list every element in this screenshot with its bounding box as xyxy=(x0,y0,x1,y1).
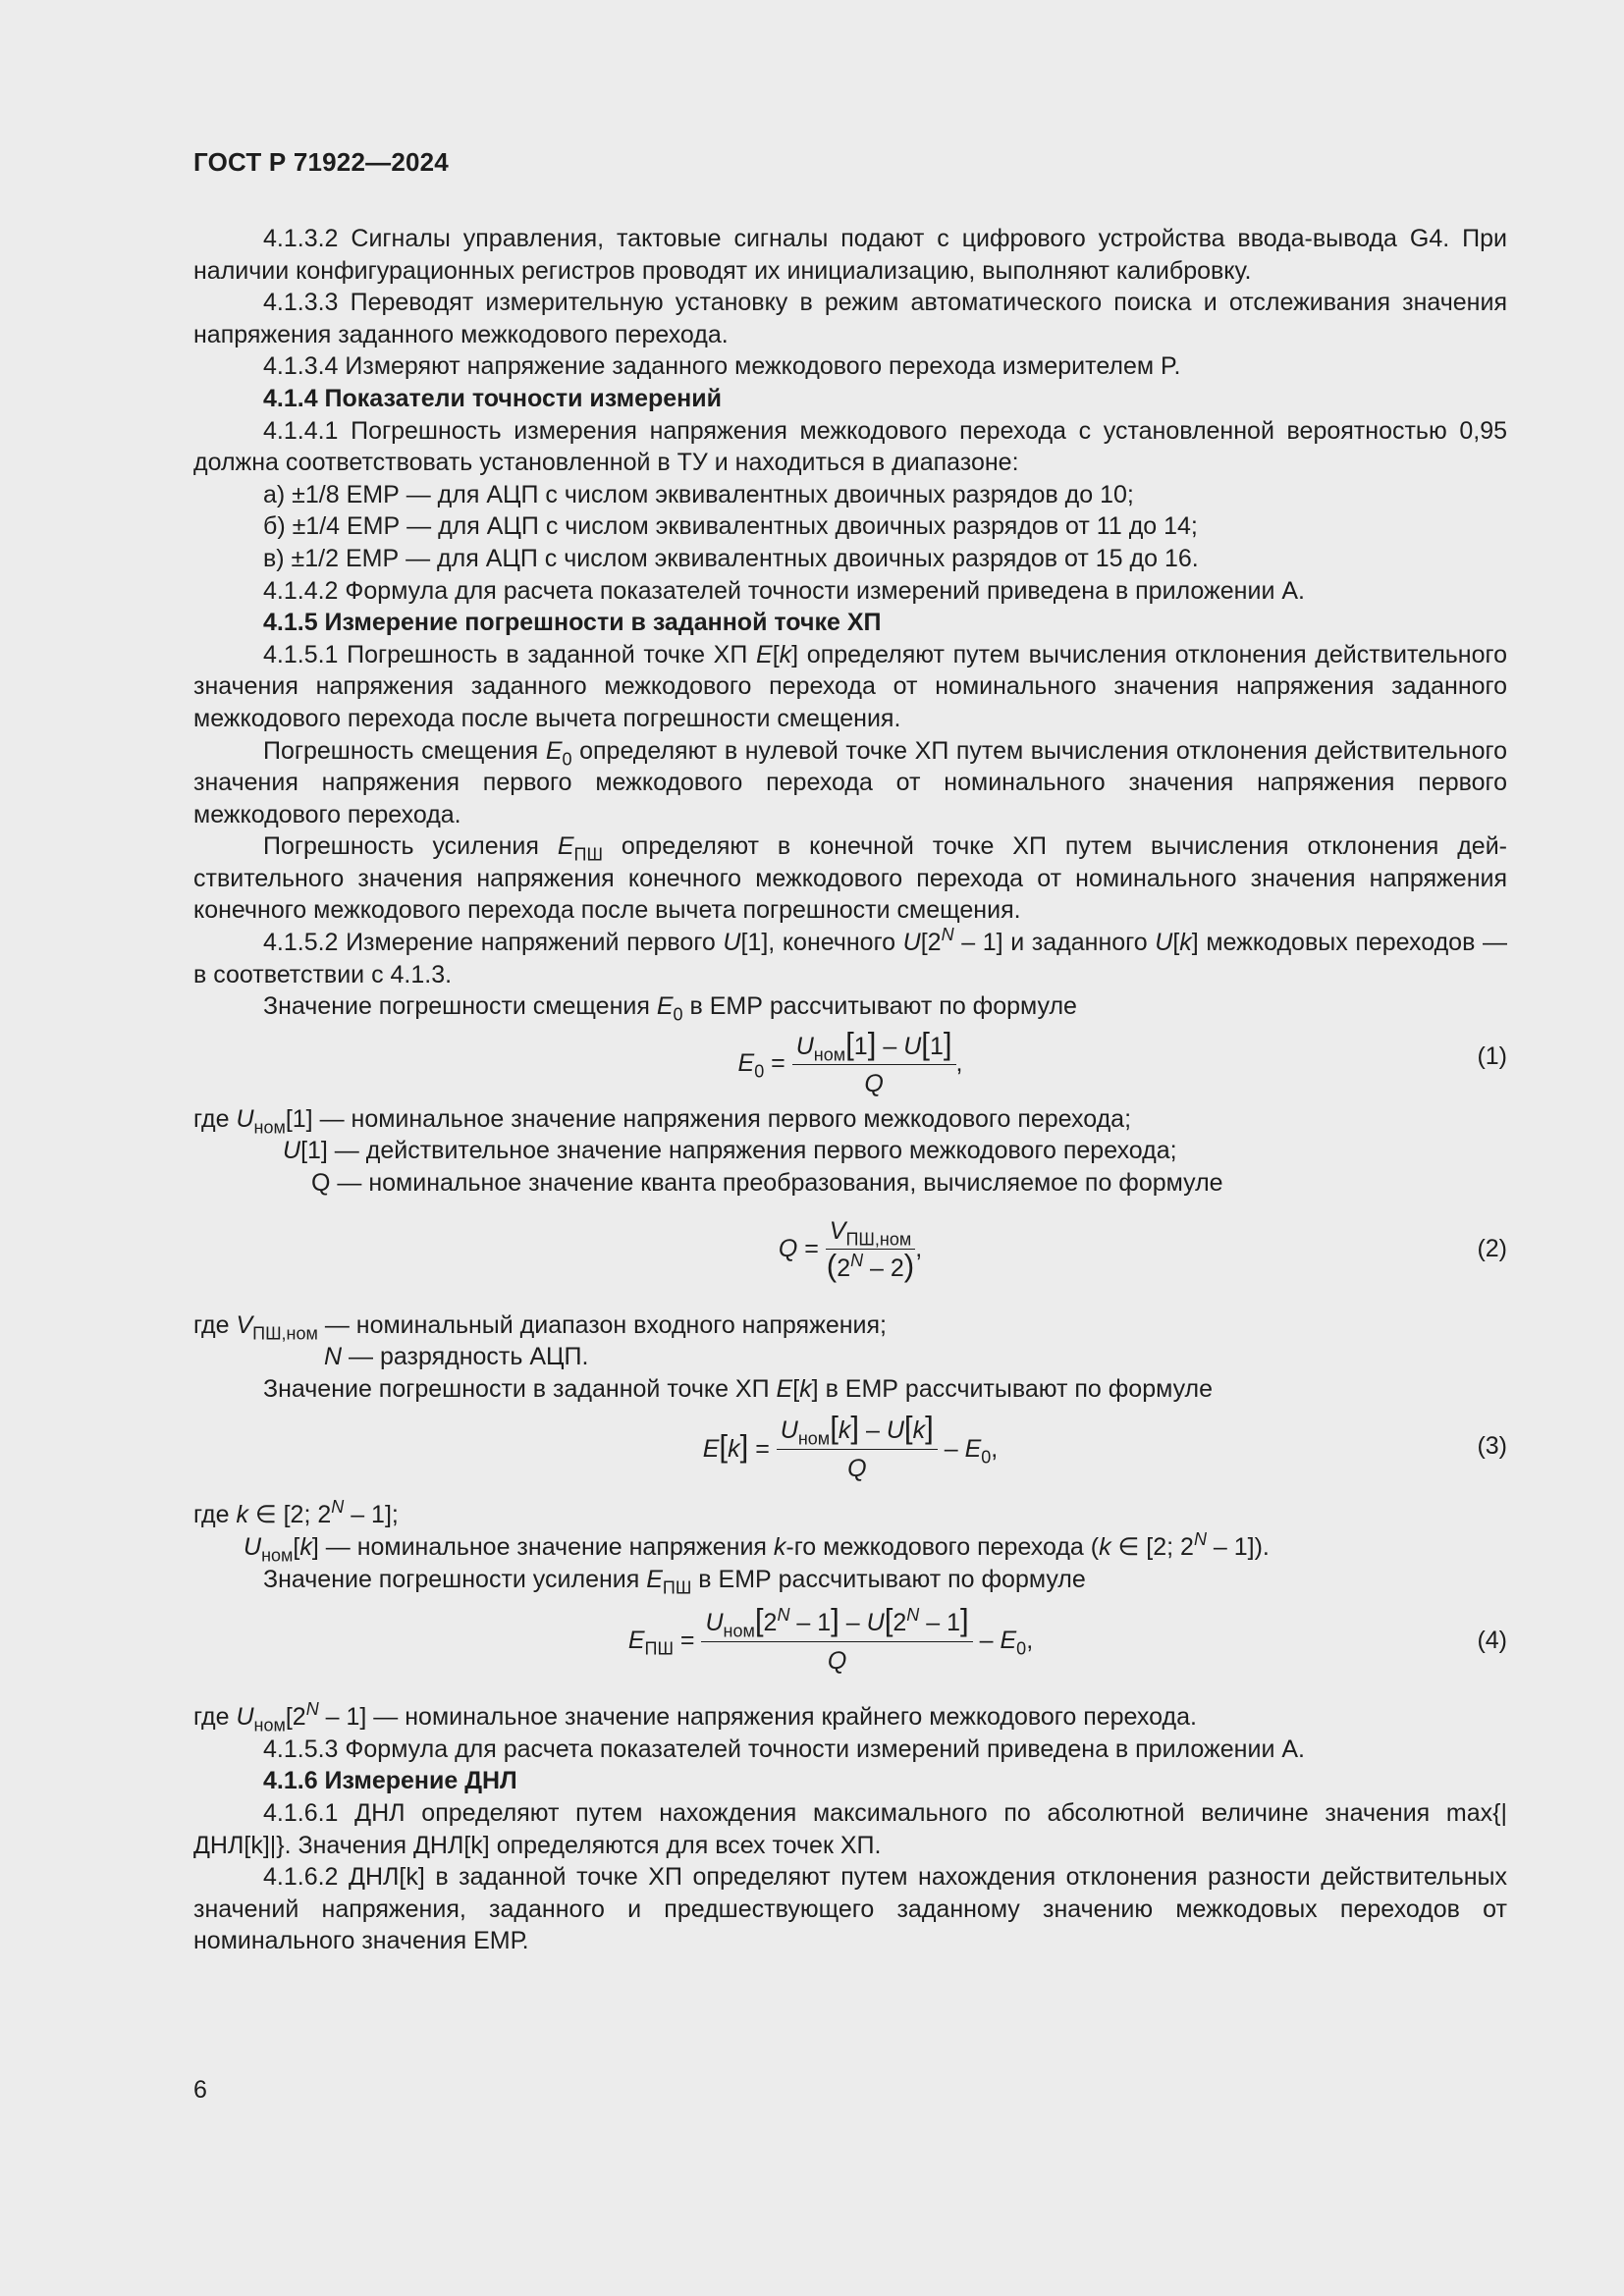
paragraph-formula-4-intro: Значение погрешности усиления $E_{ПШ}$ в ЕМР рассчитывают по формуле xyxy=(263,1565,1086,1597)
paragraph-formula-3-intro: Значение погрешности в заданной точке ХП E[k] в ЕМР рассчитывают по формуле xyxy=(263,1374,1214,1403)
list-item-b: б) ±1/4 ЕМР — для АЦП с числом эквивалентных двоичных разрядов от 11 до 14; xyxy=(263,512,1198,541)
paragraph-formula-1-intro: Значение погрешности смещения $E_0$ в ЕМР рассчитывают по формуле xyxy=(263,992,1077,1025)
equation-1: $E_0$ = $\frac{U_{ном}[1] - U[1]}{Q}$ , (1) xyxy=(737,1026,1507,1097)
equation-number-2: (2) xyxy=(1477,1234,1507,1262)
section-heading-4-1-4: 4.1.4 Показатели точности измерений xyxy=(263,384,723,412)
where-u-nom-k: $U_{ном}[k]$ — номинальное значение напряжения k-го межкодового перехода (k ∈ [2; $2^N - 1$]). xyxy=(244,1529,1270,1566)
paragraph-4-1-3-2: 4.1.3.2 Сигналы управления, тактовые сигналы подают с цифрового устройства ввода-вывода G4. При наличии конфигурационных регистров проводят их инициализацию, выполняют калибровку. xyxy=(193,225,1507,285)
paragraph-4-1-3-3: 4.1.3.3 Переводят измерительную установку в режим автоматического поиска и отслеживания значения напряжения заданного межкодового перехода. xyxy=(193,289,1507,348)
paragraph-4-1-4-2: 4.1.4.2 Формула для расчета показателей точности измерений приведена в приложении А. xyxy=(263,576,1305,605)
paragraph-offset-error: Погрешность смещения $E_0$ определяют в нулевой точке ХП путем вычисления отклонения действительного значения напряжения первого межкодового перехода от номинального значения напряжения первого межкодового перехода. xyxy=(193,736,1507,828)
equation-4: $E_{ПШ}$ = $\frac{U_{ном}[2^N - 1] - U[2^N - 1]}{Q}$ – $E_0$, (4) xyxy=(627,1603,1507,1675)
paragraph-4-1-4-1: 4.1.4.1 Погрешность измерения напряжения межкодового перехода с установленной вероятностью 0,95 должна соответствовать установленной в ТУ и находиться в диапазоне: xyxy=(193,416,1507,477)
paragraph-4-1-5-2: 4.1.5.2 Измерение напряжений первого U[1], конечного $U[2^N - 1]$ и заданного U[k] межкодовых переходов — в соответствии с 4.1.3. xyxy=(193,925,1507,988)
paragraph-4-1-5-3: 4.1.5.3 Формула для расчета показателей точности измерений приведена в приложении А. xyxy=(263,1735,1305,1763)
equation-number-3: (3) xyxy=(1477,1432,1507,1461)
paragraph-4-1-6-2: 4.1.6.2 ДНЛ[k] в заданной точке ХП определяют путем нахождения отклонения разности действительных значений напряжения, заданного и предшествующего заданному значению межкодовых переходов от номинального значения ЕМР. xyxy=(193,1863,1507,1955)
paragraph-4-1-3-4: 4.1.3.4 Измеряют напряжение заданного межкодового перехода измерителем P. xyxy=(263,352,1181,381)
paragraph-gain-error: Погрешность усиления $E_{ПШ}$ определяют в конечной точке ХП путем вычисления отклонения действительного значения напряжения конечного межкодового перехода от номинального значения напряжения конечного межкодового перехода после вычета погрешности смещения. xyxy=(193,832,1507,925)
equation-3: E[k] = $\frac{U_{ном}[k] - U[k]}{Q}$ – $E_0$, (3) xyxy=(702,1411,1507,1482)
where-k-range: где k ∈ [2; $2^N - 1$]; xyxy=(193,1497,399,1529)
list-item-a: а) ±1/8 ЕМР — для АЦП с числом эквивалентных двоичных разрядов до 10; xyxy=(263,480,1134,508)
page-number: 6 xyxy=(193,2076,207,2104)
document-body xyxy=(193,223,1507,1957)
document-header: ГОСТ Р 71922—2024 xyxy=(193,147,449,177)
equation-number-4: (4) xyxy=(1477,1627,1507,1655)
where-v-range: где $V_{ПШ,ном}$ — номинальный диапазон входного напряжения; xyxy=(193,1310,887,1343)
where-n: N — разрядность АЦП. xyxy=(324,1343,589,1371)
list-item-c: в) ±1/2 ЕМР — для АЦП с числом эквивалентных двоичных разрядов от 15 до 16. xyxy=(263,544,1199,572)
paragraph-4-1-6-1: 4.1.6.1 ДНЛ определяют путем нахождения максимального по абсолютной величине значения max{|ДНЛ[k]|}. Значения ДНЛ[k] определяются для всех точек ХП. xyxy=(193,1798,1507,1859)
equation-2: Q = $\frac{V_{ПШ,ном}}{(2^N - 2)}$ , (2) xyxy=(778,1216,1507,1284)
where-u-nom-1: где $U_{ном}[1]$ — номинальное значение напряжения первого межкодового перехода; xyxy=(193,1104,1132,1138)
equation-number-1: (1) xyxy=(1477,1041,1507,1070)
where-q: Q — номинальное значение кванта преобразования, вычисляемое по формуле xyxy=(311,1169,1223,1198)
where-u-nom-end: где $U_{ном}[2^N - 1]$ — номинальное значение напряжения крайнего межкодового перехода. xyxy=(193,1699,1197,1735)
section-heading-4-1-5: 4.1.5 Измерение погрешности в заданной точке ХП xyxy=(263,609,882,637)
where-u-1: U[1] — действительное значение напряжения первого межкодового перехода; xyxy=(283,1137,1177,1165)
section-heading-4-1-6: 4.1.6 Измерение ДНЛ xyxy=(263,1767,517,1795)
paragraph-4-1-5-1: 4.1.5.1 Погрешность в заданной точке ХП E[k] определяют путем вычисления отклонения действительного значения напряжения заданного межкодового перехода от номинального значения напряжения заданного межкодового перехода после вычета погрешности смещения. xyxy=(193,640,1507,732)
